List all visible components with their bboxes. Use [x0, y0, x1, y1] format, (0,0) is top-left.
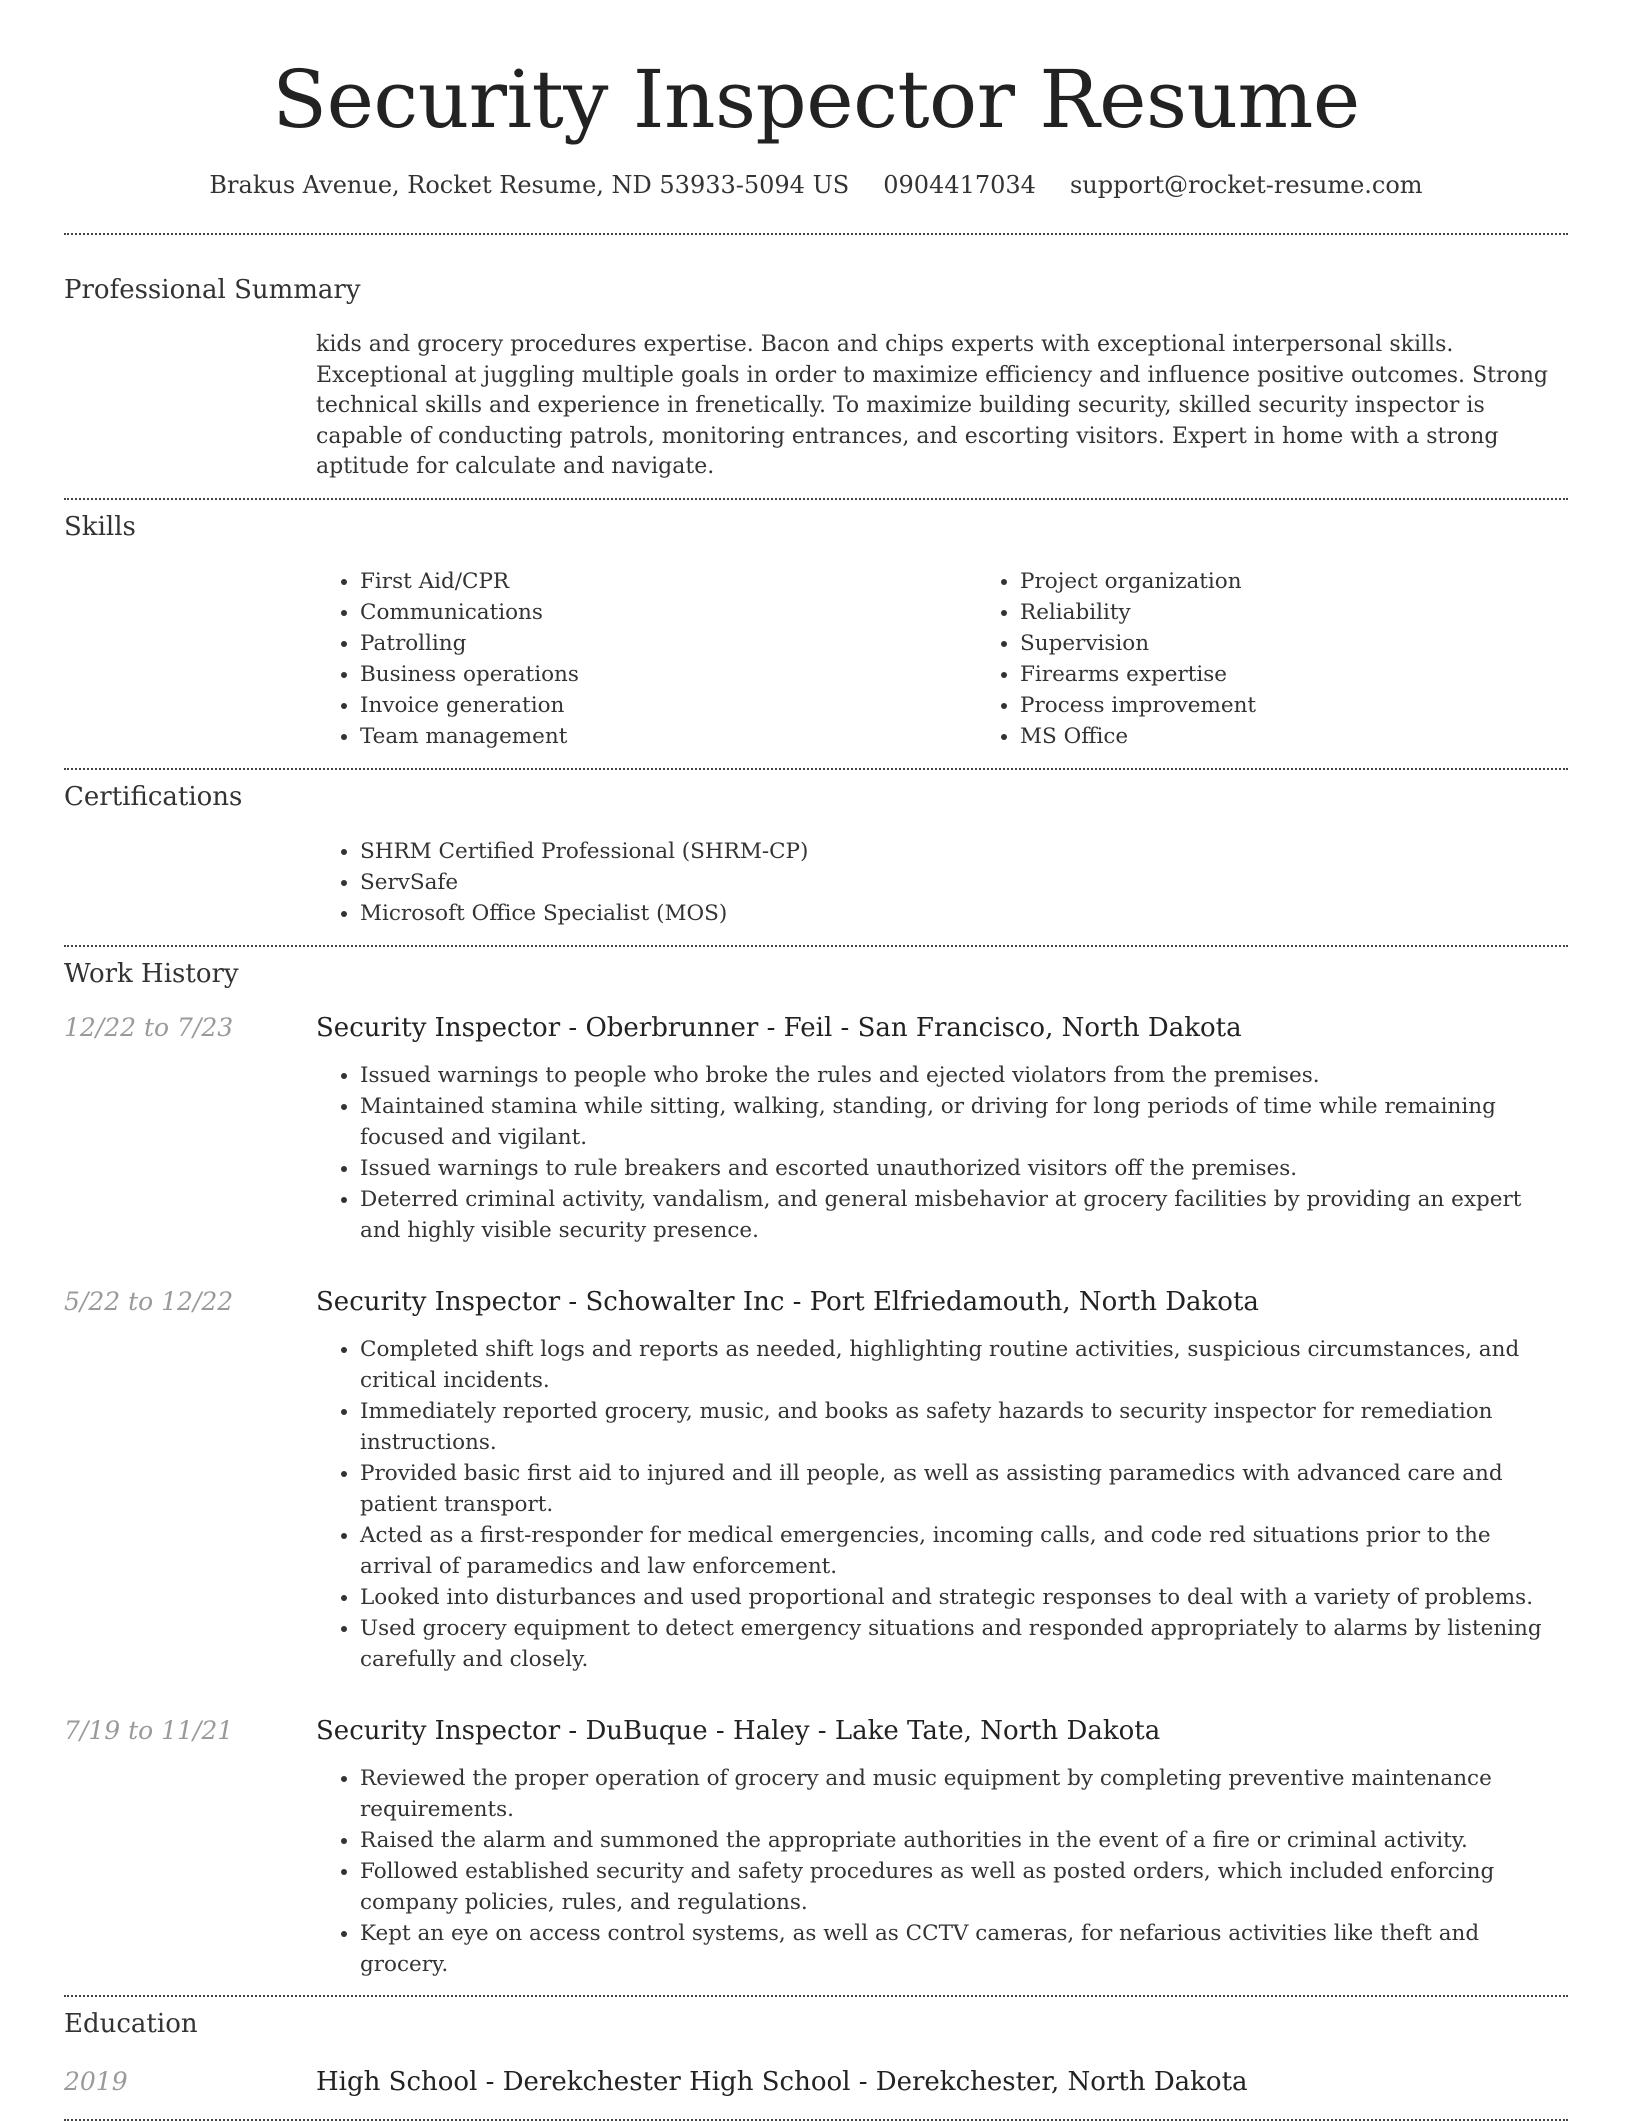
job-bullet: • Kept an eye on access control systems, as well as CCTV cameras, for nefarious activities like theft and grocery. — [360, 1918, 1568, 1980]
skills-section — [64, 500, 1568, 770]
job-entry — [64, 1286, 1568, 1675]
job-bullet: • Immediately reported grocery, music, and books as safety hazards to security inspector for remediation instructions. — [360, 1396, 1568, 1458]
job-bullet: • Completed shift logs and reports as needed, highlighting routine activities, suspicious circumstances, and critical incidents. — [360, 1334, 1568, 1396]
skills-grid — [316, 566, 1568, 752]
skills-list-right — [976, 566, 1632, 752]
skill-item: • Firearms expertise — [1020, 659, 1632, 690]
job-bullets — [316, 1060, 1568, 1246]
education-section — [64, 1997, 1568, 2121]
job-title: Security Inspector - Schowalter Inc - Port Elfriedamouth, North Dakota — [316, 1286, 1259, 1317]
skill-item: • Business operations — [360, 659, 976, 690]
section-heading-education: Education — [64, 2008, 198, 2039]
job-entry — [64, 1012, 1568, 1246]
job-details — [316, 1060, 1568, 1246]
skill-item: • Project organization — [1020, 566, 1632, 597]
job-details — [316, 1763, 1568, 1980]
skill-item: • Process improvement — [1020, 690, 1632, 721]
contact-address: Brakus Avenue, Rocket Resume, ND 53933-5094 US — [209, 171, 850, 199]
job-header — [64, 1715, 1568, 1747]
job-bullet: • Issued warnings to people who broke the rules and ejected violators from the premises. — [360, 1060, 1568, 1091]
certifications-list — [316, 836, 1568, 929]
job-bullet: • Acted as a first-responder for medical emergencies, incoming calls, and code red situations prior to the arrival of paramedics and law enforcement. — [360, 1520, 1568, 1582]
job-bullet: • Raised the alarm and summoned the appropriate authorities in the event of a fire or criminal activity. — [360, 1825, 1568, 1856]
certifications-section — [64, 770, 1568, 947]
job-details — [316, 1334, 1568, 1675]
certification-item: • Microsoft Office Specialist (MOS) — [360, 898, 1568, 929]
section-heading-certifications: Certifications — [64, 781, 243, 812]
skill-item: • Patrolling — [360, 628, 976, 659]
skill-item: • Reliability — [1020, 597, 1632, 628]
job-header — [64, 1286, 1568, 1318]
job-bullet: • Used grocery equipment to detect emergency situations and responded appropriately to alarms by listening carefully and closely. — [360, 1613, 1568, 1675]
job-bullet: • Provided basic first aid to injured and ill people, as well as assisting paramedics with advanced care and patient transport. — [360, 1458, 1568, 1520]
section-heading-summary: Professional Summary — [64, 275, 361, 305]
contact-email: support@rocket-resume.com — [1069, 171, 1423, 199]
resume-title: Security Inspector Resume — [272, 53, 1360, 146]
contact-line — [64, 170, 1568, 200]
skill-item: • Team management — [360, 721, 976, 752]
education-entry — [64, 2066, 1568, 2098]
job-dates: 7/19 to 11/21 — [64, 1715, 234, 1745]
job-bullets — [316, 1334, 1568, 1675]
job-bullet: • Reviewed the proper operation of grocery and music equipment by completing preventive maintenance requirements. — [360, 1763, 1568, 1825]
summary-content — [316, 330, 1568, 483]
job-dates: 12/22 to 7/23 — [64, 1012, 234, 1042]
job-header — [64, 1012, 1568, 1044]
job-entry — [64, 1715, 1568, 1980]
contact-phone: 0904417034 — [883, 171, 1036, 199]
job-bullet: • Deterred criminal activity, vandalism, and general misbehavior at grocery facilities by providing an expert and highly visible security presence. — [360, 1184, 1568, 1246]
skills-list-left — [316, 566, 976, 752]
skill-item: • Supervision — [1020, 628, 1632, 659]
job-bullet: • Maintained stamina while sitting, walking, standing, or driving for long periods of time while remaining focused and vigilant. — [360, 1091, 1568, 1153]
certification-item: • SHRM Certified Professional (SHRM-CP) — [360, 836, 1568, 867]
job-bullet: • Issued warnings to rule breakers and escorted unauthorized visitors off the premises. — [360, 1153, 1568, 1184]
section-divider — [64, 2119, 1568, 2121]
section-heading-work: Work History — [64, 958, 239, 989]
job-bullet: • Looked into disturbances and used proportional and strategic responses to deal with a variety of problems. — [360, 1582, 1568, 1613]
skill-item: • First Aid/CPR — [360, 566, 976, 597]
job-dates: 5/22 to 12/22 — [64, 1286, 234, 1316]
skill-item: • MS Office — [1020, 721, 1632, 752]
education-title: High School - Derekchester High School - Derekchester, North Dakota — [316, 2066, 1248, 2097]
certifications-content — [316, 836, 1568, 929]
job-bullets — [316, 1763, 1568, 1980]
certification-item: • ServSafe — [360, 867, 1568, 898]
skill-item: • Invoice generation — [360, 690, 976, 721]
work-history-section — [64, 947, 1568, 1997]
education-year: 2019 — [64, 2066, 128, 2096]
skill-item: • Communications — [360, 597, 976, 628]
job-title: Security Inspector - Oberbrunner - Feil - San Francisco, North Dakota — [316, 1012, 1242, 1043]
section-heading-skills: Skills — [64, 511, 136, 542]
job-title: Security Inspector - DuBuque - Haley - Lake Tate, North Dakota — [316, 1715, 1161, 1746]
summary-text: kids and grocery procedures expertise. Bacon and chips experts with exceptional interpersonal skills. Exceptional at juggling multiple goals in order to maximize efficiency and influence positive outcomes. Strong technical skills and experience in frenetically. To maximize building security, skilled security inspector is capable of conducting patrols, monitoring entrances, and escorting visitors. Expert in home with a strong aptitude for calculate and navigate. — [316, 332, 1548, 479]
professional-summary-section — [64, 235, 1568, 500]
job-bullet: • Followed established security and safety procedures as well as posted orders, which included enforcing company policies, rules, and regulations. — [360, 1856, 1568, 1918]
